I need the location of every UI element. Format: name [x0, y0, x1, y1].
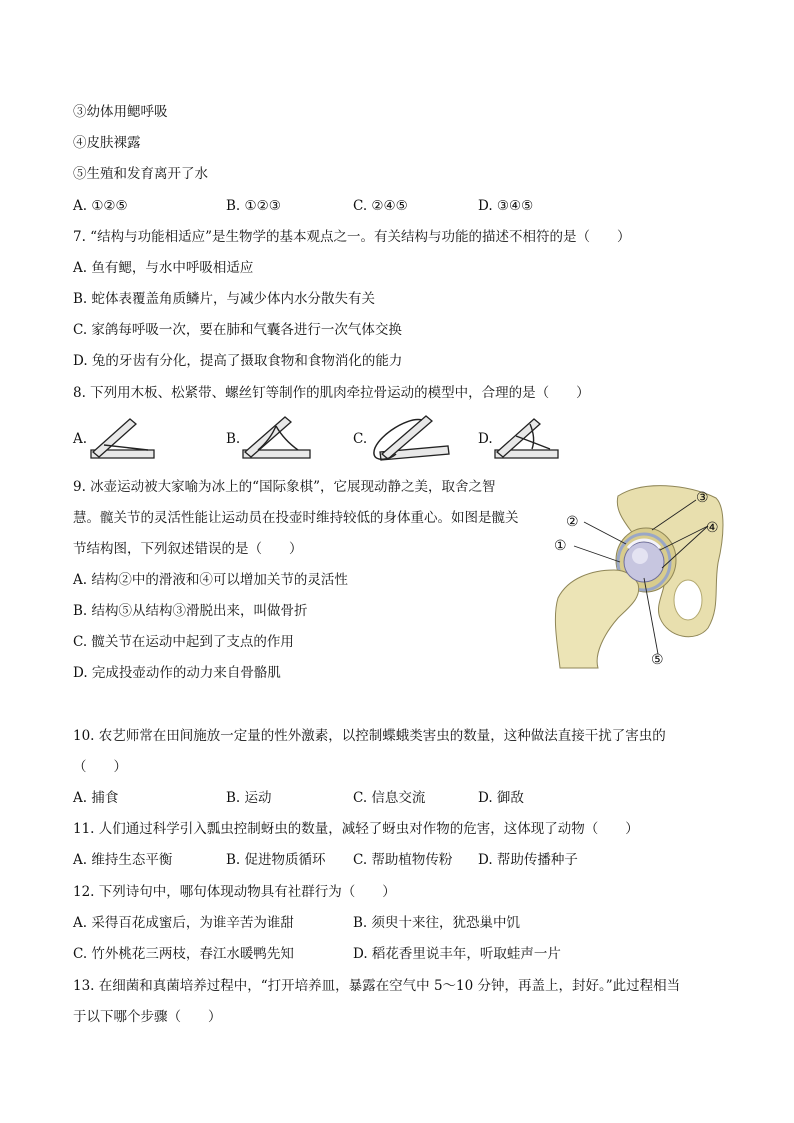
- q12-stem: 12. 下列诗句中，哪句体现动物具有社群行为（ ）: [73, 884, 396, 900]
- q11-stem: 11. 人们通过科学引入瓢虫控制蚜虫的数量，减轻了蚜虫对作物的危害，这体现了动物（ ）: [73, 821, 639, 837]
- q8-stem: 8. 下列用木板、松紧带、螺丝钉等制作的肌肉牵拉骨运动的模型中，合理的是（ ）: [73, 385, 590, 401]
- q7-option-b[interactable]: B. 蛇体表覆盖角质鳞片，与减少体内水分散失有关: [73, 291, 376, 307]
- q11-option-d[interactable]: D. 帮助传播种子: [478, 852, 578, 868]
- q10-stem-cont: （ ）: [73, 759, 127, 775]
- q13-stem-cont: 于以下哪个步骤（ ）: [73, 1009, 222, 1025]
- q7-option-a[interactable]: A. 鱼有鳃，与水中呼吸相适应: [73, 260, 254, 276]
- q10-stem: 10. 农艺师常在田间施放一定量的性外激素，以控制蝶蛾类害虫的数量，这种做法直接干扰了害虫的: [73, 728, 666, 744]
- q9-option-c[interactable]: C. 髋关节在运动中起到了支点的作用: [73, 634, 294, 650]
- q10-option-b[interactable]: B. 运动: [226, 790, 272, 806]
- q6-option-c[interactable]: C. ②④⑤: [353, 198, 408, 214]
- figure-label-5: ⑤: [651, 652, 664, 668]
- figure-label-2: ②: [566, 514, 579, 530]
- q9-stem-line-3: 节结构图，下列叙述错误的是（ ）: [73, 541, 303, 557]
- q8-model-b-figure: [240, 412, 320, 462]
- q12-option-a[interactable]: A. 采得百花成蜜后，为谁辛苦为谁甜: [73, 915, 294, 931]
- hip-joint-figure: [548, 478, 728, 668]
- q7-stem: 7. “结构与功能相适应”是生物学的基本观点之一。有关结构与功能的描述不相符的是（ ）: [73, 229, 631, 245]
- q6-option-b[interactable]: B. ①②③: [226, 198, 281, 214]
- q8-option-b[interactable]: B.: [226, 431, 241, 447]
- q9-stem-line-1: 9. 冰壶运动被大家喻为冰上的“国际象棋”，它展现动静之美，取舍之智: [73, 479, 496, 495]
- q8-model-a-figure: [88, 412, 168, 462]
- q9-stem-line-2: 慧。髋关节的灵活性能让运动员在投壶时维持较低的身体重心。如图是髋关: [73, 510, 519, 526]
- q10-option-a[interactable]: A. 捕食: [73, 790, 119, 806]
- q9-option-d[interactable]: D. 完成投壶动作的动力来自骨骼肌: [73, 665, 281, 681]
- q6-item-5: ⑤生殖和发育离开了水: [73, 166, 208, 182]
- q6-item-4: ④皮肤裸露: [73, 135, 141, 151]
- q12-option-b[interactable]: B. 须臾十来往，犹恐巢中饥: [353, 915, 521, 931]
- q9-option-a[interactable]: A. 结构②中的滑液和④可以增加关节的灵活性: [73, 572, 348, 588]
- figure-label-4: ④: [706, 520, 719, 536]
- q11-option-a[interactable]: A. 维持生态平衡: [73, 852, 173, 868]
- q6-option-d[interactable]: D. ③④⑤: [478, 198, 534, 214]
- q6-item-3: ③幼体用鳃呼吸: [73, 104, 168, 120]
- q6-option-a[interactable]: A. ①②⑤: [73, 198, 128, 214]
- q10-option-c[interactable]: C. 信息交流: [353, 790, 426, 806]
- q10-option-d[interactable]: D. 御敌: [478, 790, 524, 806]
- q11-option-c[interactable]: C. 帮助植物传粉: [353, 852, 453, 868]
- q7-option-c[interactable]: C. 家鸽每呼吸一次，要在肺和气囊各进行一次气体交换: [73, 322, 402, 338]
- q8-model-d-figure: [492, 412, 572, 462]
- q12-option-c[interactable]: C. 竹外桃花三两枝，春江水暖鸭先知: [73, 946, 294, 962]
- q12-option-d[interactable]: D. 稻花香里说丰年，听取蛙声一片: [353, 946, 561, 962]
- q7-option-d[interactable]: D. 兔的牙齿有分化，提高了摄取食物和食物消化的能力: [73, 353, 403, 369]
- q8-option-d[interactable]: D.: [478, 431, 493, 447]
- q8-model-c-figure: [366, 410, 456, 465]
- q9-option-b[interactable]: B. 结构⑤从结构③滑脱出来，叫做骨折: [73, 603, 308, 619]
- q8-option-a[interactable]: A.: [73, 431, 88, 447]
- q11-option-b[interactable]: B. 促进物质循环: [226, 852, 326, 868]
- figure-label-3: ③: [696, 490, 709, 506]
- q13-stem: 13. 在细菌和真菌培养过程中，“打开培养皿，暴露在空气中 5～10 分钟，再盖上，封好。”此过程相当: [73, 978, 681, 994]
- q8-option-c[interactable]: C.: [353, 431, 368, 447]
- figure-label-1: ①: [554, 538, 567, 554]
